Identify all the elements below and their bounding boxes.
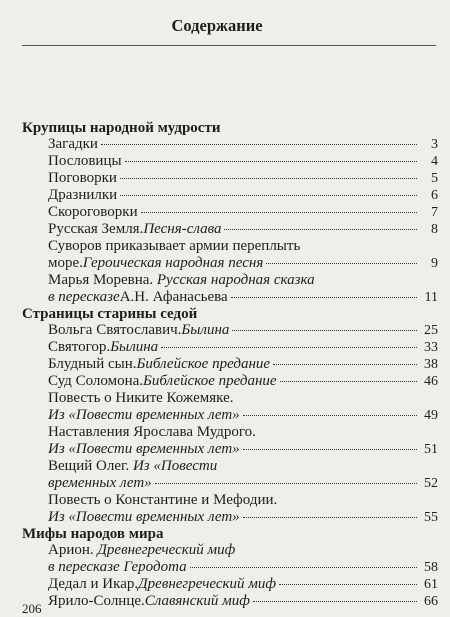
- section-heading: Страницы старины седой: [22, 306, 198, 322]
- toc-entry[interactable]: Марья Моревна. Русская народная сказка в пересказе А.Н. Афанасьева 11: [48, 272, 438, 305]
- toc-entry[interactable]: Русская Земля. Песня-слава 8: [48, 221, 438, 237]
- title-divider: [22, 45, 436, 46]
- page-ref: 66: [424, 594, 438, 609]
- toc-entry[interactable]: Вещий Олег. Из «Повести временных лет» 52: [48, 458, 438, 491]
- page-ref: 4: [431, 154, 438, 169]
- toc-entry[interactable]: Дразнилки 6: [48, 187, 438, 203]
- toc-entry[interactable]: Повесть о Никите Кожемяке. Из «Повести временных лет» 49: [48, 390, 438, 423]
- toc-entry[interactable]: Дедал и Икар. Древнегреческий миф 61: [48, 576, 438, 592]
- toc-entry[interactable]: Пословицы 4: [48, 153, 438, 169]
- toc-entry[interactable]: Вольга Святославич. Былина 25: [48, 322, 438, 338]
- toc-entry[interactable]: Арион. Древнегреческий миф в пересказе Геродота 58: [48, 542, 438, 575]
- page-ref: 33: [424, 340, 438, 355]
- page-ref: 46: [424, 374, 438, 389]
- toc-entry[interactable]: Суд Соломона. Библейское предание 46: [48, 373, 438, 389]
- page-ref: 3: [431, 137, 438, 152]
- page-ref: 52: [424, 476, 438, 491]
- page-ref: 55: [424, 510, 438, 525]
- page-ref: 25: [424, 323, 438, 338]
- toc-entry[interactable]: Ярило-Солнце. Славянский миф 66: [48, 593, 438, 609]
- toc-entry[interactable]: Суворов приказывает армии переплыть море. Героическая народная песня 9: [48, 238, 438, 271]
- page-ref: 51: [424, 442, 438, 457]
- toc-entry[interactable]: Загадки 3: [48, 136, 438, 152]
- page-ref: 38: [424, 357, 438, 372]
- toc-entry[interactable]: Святогор. Былина 33: [48, 339, 438, 355]
- page-ref: 58: [424, 560, 438, 575]
- page-number: 206: [22, 601, 42, 616]
- section-heading: Крупицы народной мудрости: [22, 120, 221, 136]
- toc-entry[interactable]: Скороговорки 7: [48, 204, 438, 220]
- toc-entry[interactable]: Блудный сын. Библейское предание 38: [48, 356, 438, 372]
- page-title: Содержание: [171, 16, 263, 35]
- page-ref: 6: [431, 188, 438, 203]
- toc-entry[interactable]: Поговорки 5: [48, 170, 438, 186]
- page-ref: 5: [431, 171, 438, 186]
- page-ref: 8: [431, 222, 438, 237]
- section-heading: Мифы народов мира: [22, 526, 164, 542]
- toc-entry[interactable]: Наставления Ярослава Мудрого. Из «Повести временных лет» 51: [48, 424, 438, 457]
- page-ref: 7: [431, 205, 438, 220]
- page-ref: 9: [431, 256, 438, 271]
- toc-entry[interactable]: Повесть о Константине и Мефодии. Из «Повести временных лет» 55: [48, 492, 438, 525]
- page-ref: 49: [424, 408, 438, 423]
- page-ref: 61: [424, 577, 438, 592]
- page-ref: 11: [424, 290, 438, 305]
